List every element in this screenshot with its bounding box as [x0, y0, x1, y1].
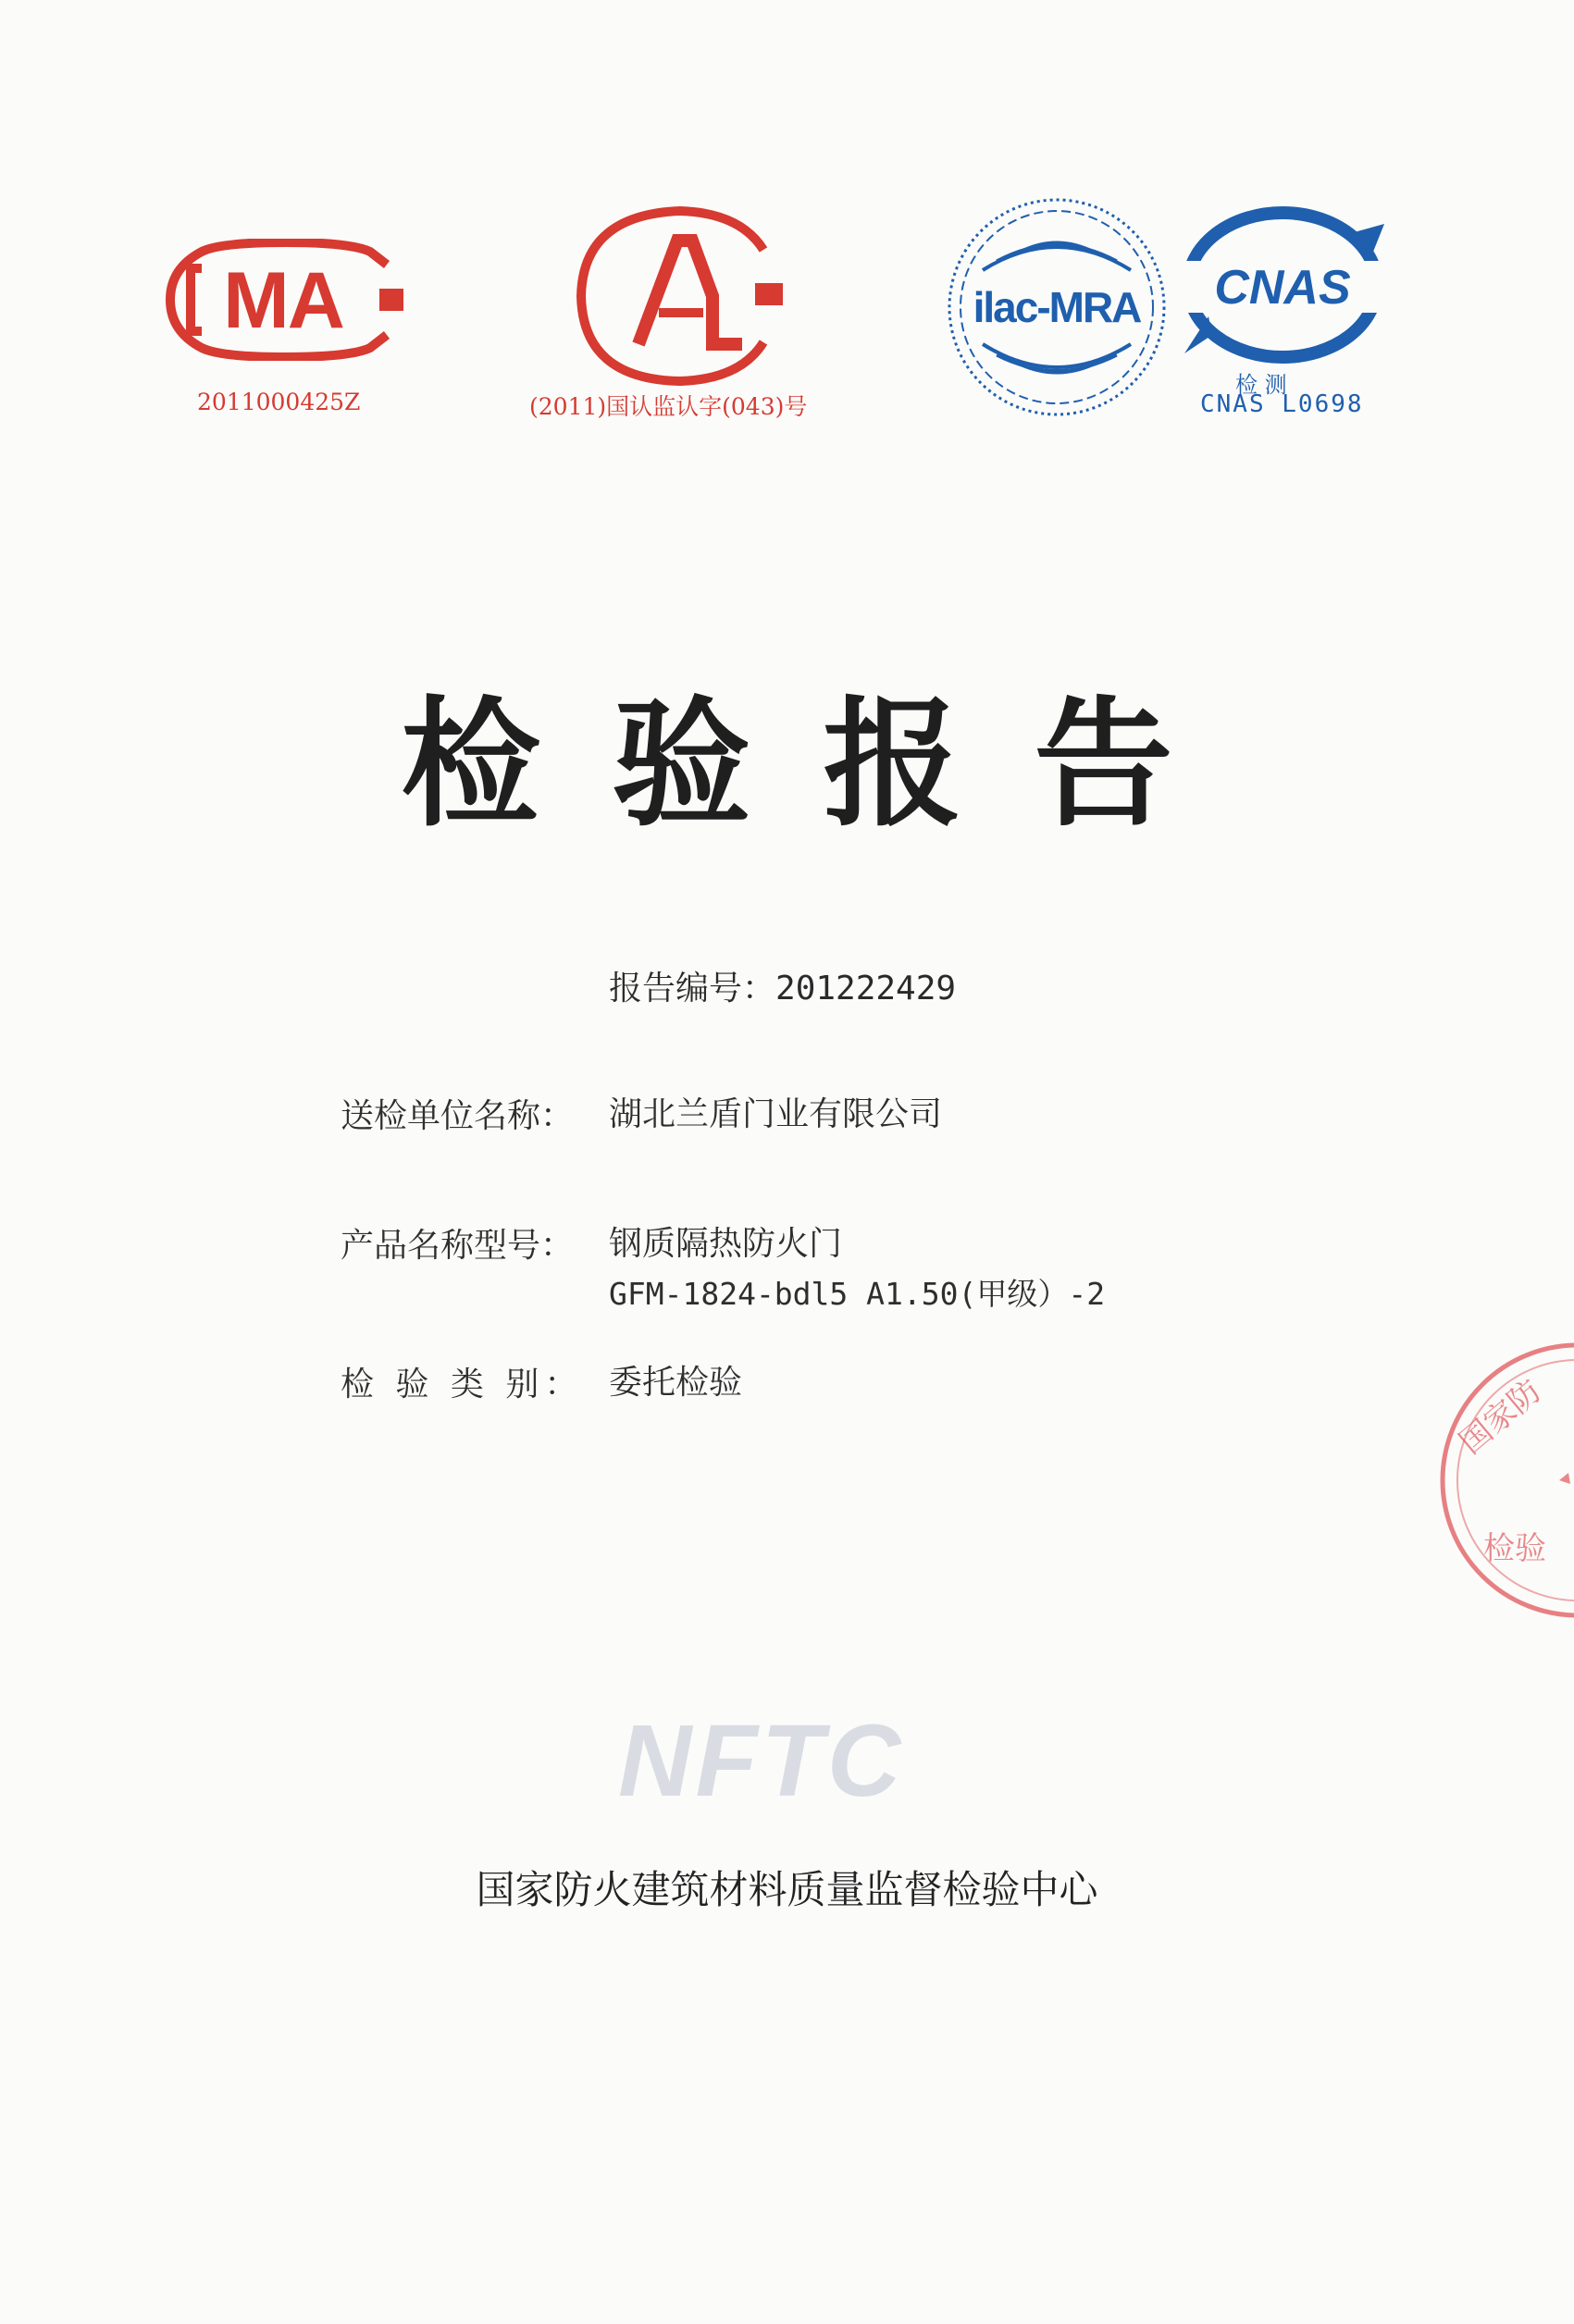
svg-text:CNAS: CNAS	[1214, 261, 1351, 315]
issuing-authority: 国家防火建筑材料质量监督检验中心	[476, 1867, 1098, 1912]
submitting-unit-row	[341, 1090, 942, 1140]
field-value: 湖北兰盾门业有限公司	[609, 1095, 943, 1133]
svg-text:检验: 检验	[1483, 1530, 1546, 1567]
field-value: 钢质隔热防火门 GFM-1824-bdl5 A1.50(甲级）-2	[609, 1225, 1106, 1312]
cnas-accreditation-number: CNAS L0698	[1200, 390, 1364, 418]
svg-text:国家防: 国家防	[1452, 1372, 1549, 1462]
cal-logo	[574, 204, 787, 389]
product-model-row	[341, 1219, 1105, 1319]
nftc-watermark: NFTC	[618, 1704, 905, 1818]
report-number-label: 报告编号：	[609, 970, 776, 1007]
field-value: 委托检验	[609, 1364, 743, 1402]
field-label: 检 验 类 别：	[341, 1366, 584, 1403]
report-number	[609, 962, 956, 1009]
report-number-value: 201222429	[775, 970, 957, 1007]
ilac-mra-logo	[946, 196, 1168, 418]
official-seal	[1430, 1332, 1574, 1632]
report-title: 检验报告	[401, 685, 1246, 846]
cma-logo	[165, 239, 407, 361]
cma-certificate-number: 2011000425Z	[197, 389, 361, 415]
field-label: 送检单位名称：	[341, 1097, 575, 1135]
cal-certificate-number: (2011)国认监认字(043)号	[529, 393, 808, 420]
cnas-logo	[1175, 205, 1390, 372]
cnas-category: 检 测	[1235, 372, 1287, 398]
svg-text:MA: MA	[223, 256, 343, 345]
field-label: 产品名称型号：	[341, 1227, 575, 1265]
inspection-type-row	[341, 1358, 742, 1408]
svg-text:ilac-MRA: ilac-MRA	[973, 283, 1141, 331]
